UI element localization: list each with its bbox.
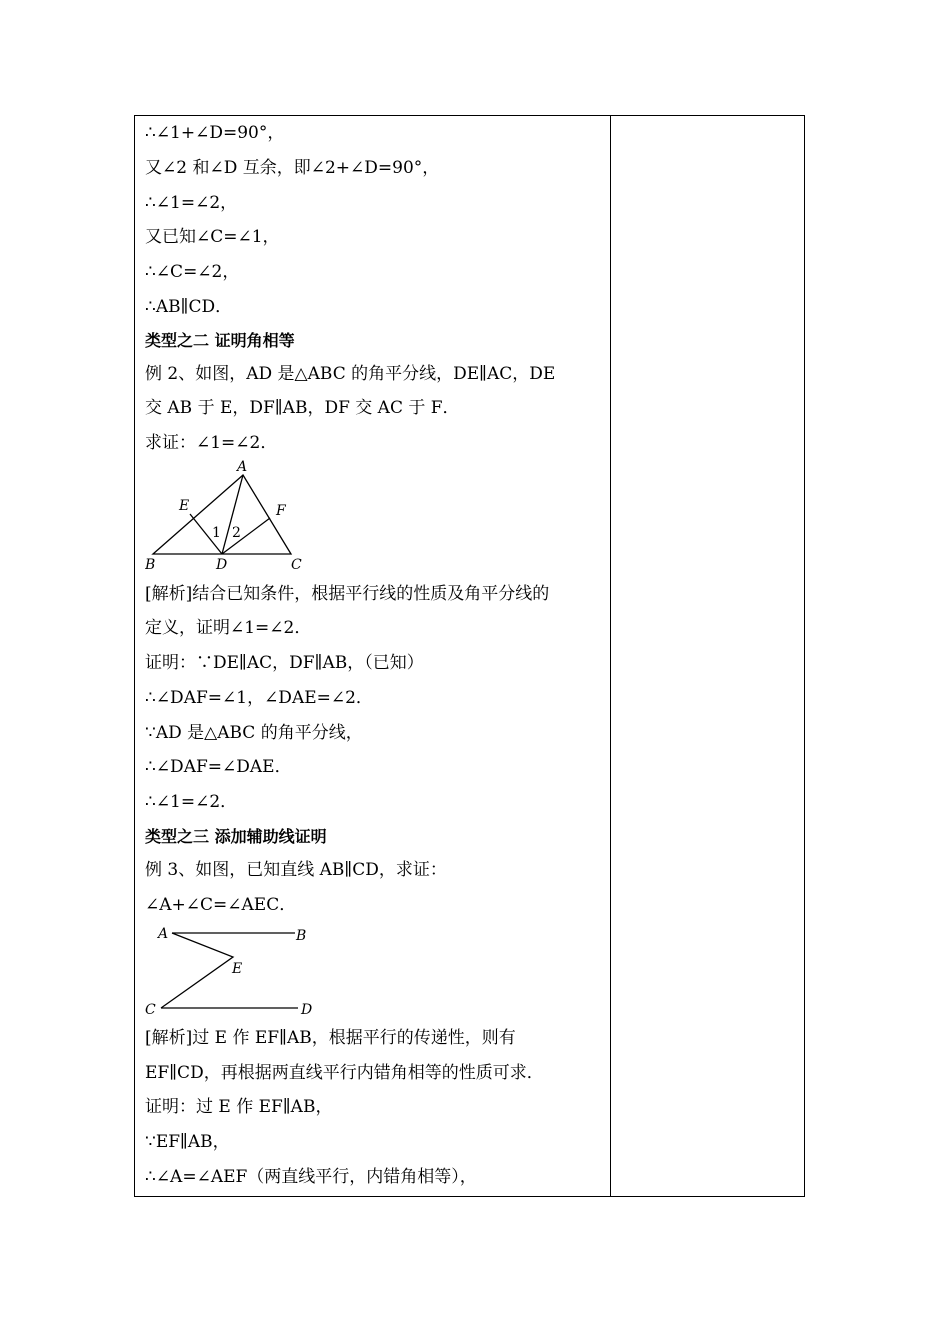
text-line: ∴∠DAF=∠DAE． <box>145 757 292 777</box>
label-b: B <box>296 928 307 944</box>
text-line: ∴∠1=∠2． <box>145 792 238 812</box>
text-line: [解析]过 E 作 EF∥AB，根据平行的传递性，则有 <box>145 1028 516 1048</box>
label-angle-1: 1 <box>212 525 221 541</box>
label-a: A <box>158 926 169 942</box>
label-c: C <box>145 1002 156 1016</box>
triangle-abc <box>153 475 291 554</box>
triangle-diagram <box>145 458 320 574</box>
text-line: ∵AD 是△ABC 的角平分线， <box>145 723 363 743</box>
label-d: D <box>301 1002 313 1016</box>
label-d: D <box>216 557 228 573</box>
text-line: 例 3、如图，已知直线 AB∥CD，求证： <box>145 860 447 880</box>
text-line: ∴∠1=∠2， <box>145 193 238 213</box>
label-b: B <box>145 557 156 573</box>
text-line: ∴∠1+∠D=90°， <box>145 123 285 143</box>
text-line: ∴∠DAF=∠1，∠DAE=∠2． <box>145 688 373 708</box>
text-line: [解析]结合已知条件，根据平行线的性质及角平分线的 <box>145 584 550 604</box>
label-a: A <box>237 459 248 475</box>
text-line: ∴∠A=∠AEF（两直线平行，内错角相等）， <box>145 1167 477 1187</box>
segment-ad <box>222 475 243 554</box>
text-line: EF∥CD，再根据两直线平行内错角相等的性质可求． <box>145 1063 544 1083</box>
text-line: ∠A+∠C=∠AEC． <box>145 895 297 915</box>
text-line: 定义，证明∠1=∠2． <box>145 618 312 638</box>
text-line: ∴AB∥CD． <box>145 297 233 317</box>
parallel-lines-diagram <box>145 921 325 1016</box>
text-line: 又已知∠C=∠1， <box>145 227 280 247</box>
label-angle-2: 2 <box>232 525 241 541</box>
text-line: 求证：∠1=∠2． <box>145 433 278 453</box>
section-heading: 类型之三 添加辅助线证明 <box>145 827 327 846</box>
segment-df <box>222 518 270 554</box>
segments-ae-ec <box>161 933 233 1008</box>
label-f: F <box>276 503 286 519</box>
text-line: 例 2、如图，AD 是△ABC 的角平分线，DE∥AC，DE <box>145 364 556 384</box>
triangle-figure <box>145 458 320 578</box>
label-c: C <box>291 557 302 573</box>
label-e: E <box>232 961 243 977</box>
label-e: E <box>179 498 190 514</box>
text-line: 又∠2 和∠D 互余，即∠2+∠D=90°， <box>145 158 440 178</box>
parallel-lines-figure <box>145 921 325 1020</box>
section-heading: 类型之二 证明角相等 <box>145 331 295 350</box>
content-table <box>134 115 805 1197</box>
column-divider <box>610 116 611 1196</box>
text-line: 证明：过 E 作 EF∥AB， <box>145 1097 333 1117</box>
text-line: 交 AB 于 E，DF∥AB，DF 交 AC 于 F． <box>145 398 460 418</box>
text-line: 证明：∵DE∥AC，DF∥AB，（已知） <box>145 653 424 673</box>
text-line: ∵EF∥AB， <box>145 1132 230 1152</box>
text-line: ∴∠C=∠2， <box>145 262 240 282</box>
